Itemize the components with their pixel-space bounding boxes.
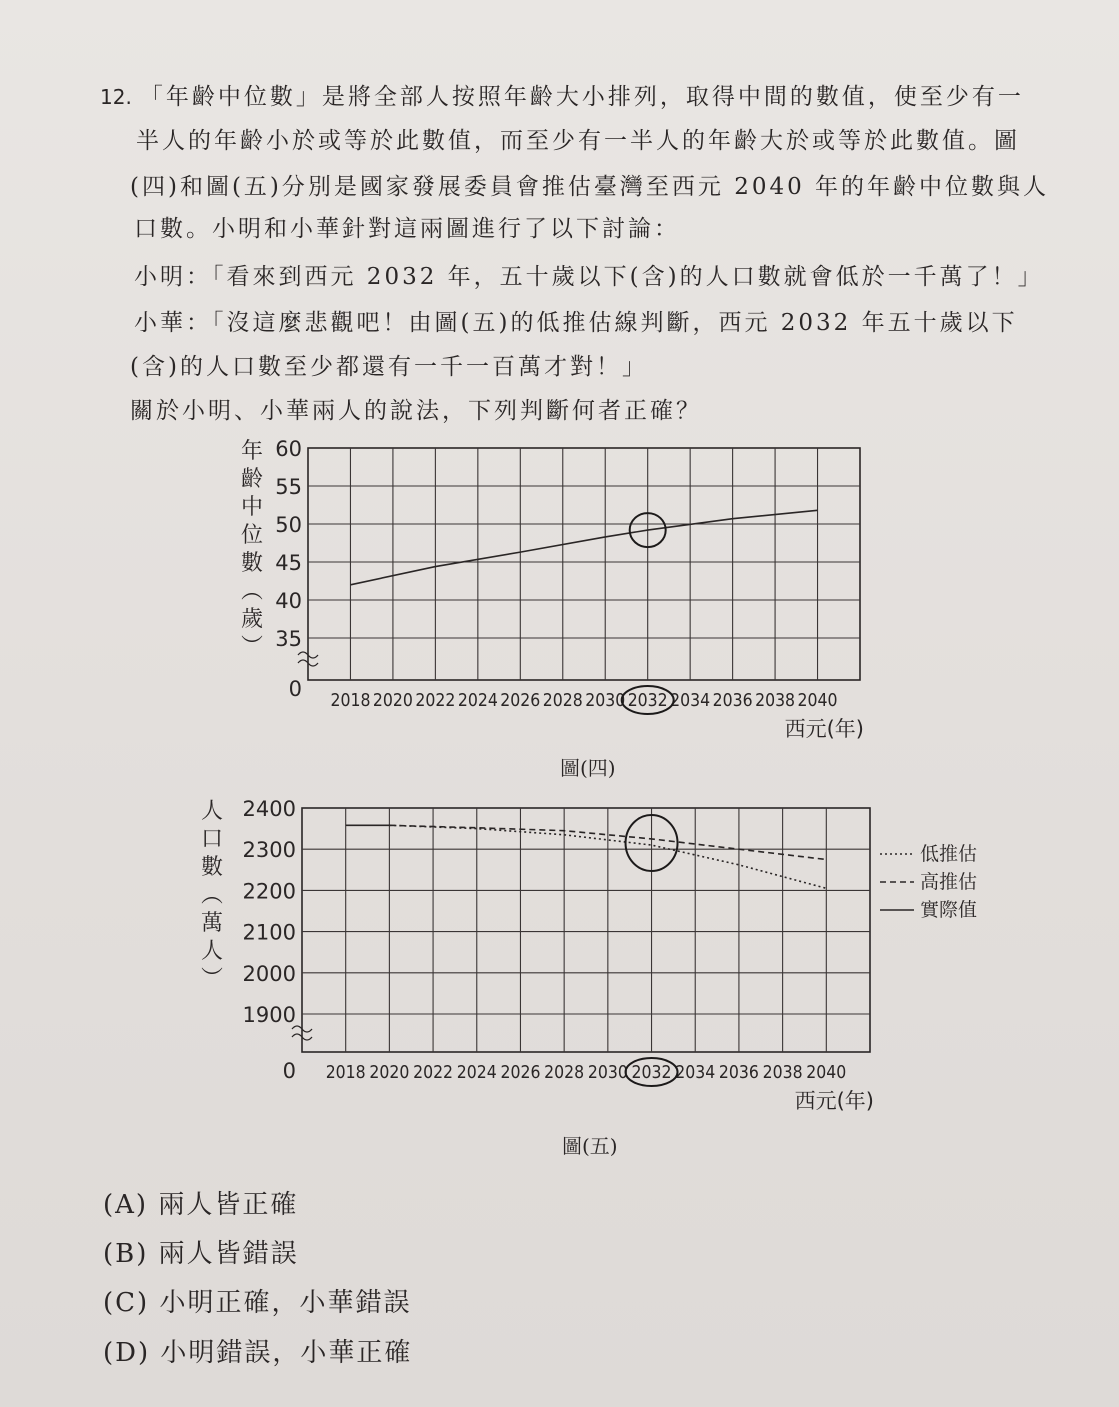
chart5-xtick: 2022 bbox=[413, 1062, 454, 1083]
chart5-ylabel-char: 人 bbox=[200, 799, 224, 824]
chart5-xtick: 2030 bbox=[587, 1062, 628, 1083]
question-line-2: 半人的年齡小於或等於此數值，而至少有一半人的年齡大於或等於此數值。圖 bbox=[136, 128, 1020, 154]
chart4-caption: 圖(四) bbox=[560, 756, 616, 780]
chart4-ylabel-char: 歲 bbox=[240, 607, 264, 632]
chart4-series-line bbox=[350, 510, 817, 584]
chart4-xtick: 2030 bbox=[585, 690, 626, 711]
chart4-xtick: 2028 bbox=[542, 690, 583, 711]
chart5-ylabel-char: 口 bbox=[200, 827, 224, 852]
question-number: 12. bbox=[100, 85, 132, 109]
chart5-xtick: 2028 bbox=[544, 1062, 585, 1083]
question-line-3: (四)和圖(五)分別是國家發展委員會推估臺灣至西元 2040 年的年齡中位數與人 bbox=[130, 174, 1050, 200]
chart4-ytick: 0 bbox=[288, 677, 302, 701]
chart5-ytick: 2100 bbox=[242, 920, 296, 945]
chart4-xtick: 2040 bbox=[797, 690, 838, 711]
chart5-ytick: 2000 bbox=[242, 961, 296, 986]
chart5-xtick: 2020 bbox=[369, 1062, 410, 1083]
chart5-ytick: 2200 bbox=[242, 879, 296, 904]
option-d[interactable]: (D) 小明錯誤，小華正確 bbox=[103, 1338, 413, 1368]
dialogue-xiaohua-cont: (含)的人口數至少都還有一千一百萬才對！」 bbox=[130, 354, 648, 380]
chart4-xtick: 2038 bbox=[755, 690, 796, 711]
chart4-ytick: 50 bbox=[275, 513, 302, 537]
chart4-ytick: 55 bbox=[275, 475, 302, 499]
chart4-xlabel: 西元(年) bbox=[784, 717, 864, 741]
chart4-ylabel-char: 齡 bbox=[240, 467, 264, 492]
chart5-xtick: 2040 bbox=[806, 1062, 847, 1083]
chart4-ytick: 45 bbox=[275, 551, 302, 575]
chart5-ylabel-char: 萬 bbox=[200, 911, 224, 936]
option-a[interactable]: (A) 兩人皆正確 bbox=[103, 1190, 299, 1220]
chart4-ytick: 35 bbox=[275, 627, 302, 651]
chart4-xtick: 2020 bbox=[372, 690, 413, 711]
chart4-xtick: 2036 bbox=[712, 690, 753, 711]
chart5-legend-label: 實際值 bbox=[920, 899, 978, 921]
question-line-1: 12. 「年齡中位數」是將全部人按照年齡大小排列，取得中間的數值，使至少有一 bbox=[100, 84, 1024, 110]
chart5-xtick: 2024 bbox=[456, 1062, 497, 1083]
chart4-ylabel-char: ︶ bbox=[240, 635, 264, 660]
chart4-ytick: 40 bbox=[275, 589, 302, 613]
chart4-ylabel-char: ︵ bbox=[240, 579, 264, 604]
chart5-xtick: 2034 bbox=[675, 1062, 716, 1083]
option-c[interactable]: (C) 小明正確，小華錯誤 bbox=[103, 1288, 412, 1318]
chart5-xtick: 2038 bbox=[762, 1062, 803, 1083]
chart4-ylabel-char: 中 bbox=[240, 495, 264, 520]
chart5-xlabel: 西元(年) bbox=[794, 1089, 874, 1113]
question-prompt: 關於小明、小華兩人的說法，下列判斷何者正確？ bbox=[130, 398, 702, 424]
dialogue-xiaohua: 小華：「沒這麼悲觀吧！由圖(五)的低推估線判斷，西元 2032 年五十歲以下 bbox=[134, 310, 1018, 336]
chart4-ylabel-char: 年 bbox=[240, 439, 264, 464]
dialogue-xiaoming: 小明：「看來到西元 2032 年，五十歲以下(含)的人口數就會低於一千萬了！」 bbox=[134, 264, 1044, 290]
chart5-xtick: 2026 bbox=[500, 1062, 541, 1083]
chart5-ylabel-char: 數 bbox=[200, 855, 224, 880]
chart4-xtick: 2034 bbox=[670, 690, 711, 711]
chart4-xtick: 2018 bbox=[330, 690, 371, 711]
chart5-legend-label: 低推估 bbox=[920, 843, 978, 865]
chart4-ylabel-char: 位 bbox=[240, 523, 264, 548]
chart4-xtick: 2026 bbox=[500, 690, 541, 711]
chart5-ylabel-char: 人 bbox=[200, 939, 224, 964]
chart5-xtick: 2036 bbox=[718, 1062, 759, 1083]
chart4-xtick: 2024 bbox=[457, 690, 498, 711]
chart4-xtick: 2032 bbox=[627, 690, 668, 711]
chart5-ytick: 2400 bbox=[242, 797, 296, 821]
chart5-ylabel-char: ︵ bbox=[200, 883, 224, 908]
chart5-ylabel-char: ︶ bbox=[200, 967, 224, 992]
chart5-ytick: 0 bbox=[282, 1059, 296, 1083]
chart5-ytick: 2300 bbox=[242, 838, 296, 863]
chart5-ytick: 1900 bbox=[242, 1003, 296, 1027]
chart5-caption: 圖(五) bbox=[562, 1134, 618, 1158]
chart5-legend-label: 高推估 bbox=[920, 871, 978, 893]
chart4-xtick: 2022 bbox=[415, 690, 456, 711]
chart5-xtick: 2032 bbox=[631, 1062, 672, 1083]
chart4-ytick: 60 bbox=[275, 437, 302, 461]
chart4-ylabel-char: 數 bbox=[240, 551, 264, 576]
question-line-4: 口數。小明和小華針對這兩圖進行了以下討論： bbox=[134, 216, 680, 242]
option-b[interactable]: (B) 兩人皆錯誤 bbox=[103, 1239, 299, 1269]
chart5-xtick: 2018 bbox=[325, 1062, 366, 1083]
chart4-frame bbox=[308, 448, 860, 680]
